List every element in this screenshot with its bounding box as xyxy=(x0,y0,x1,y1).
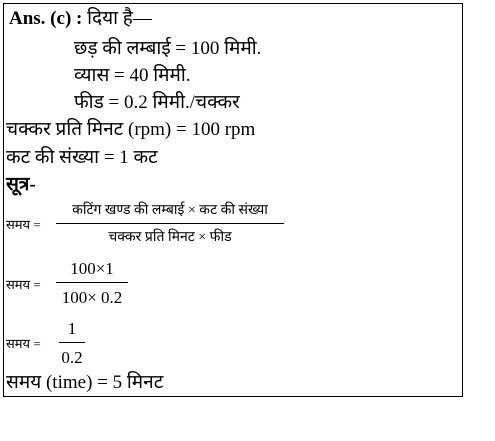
step2-fraction xyxy=(59,319,85,368)
formula-denominator: चक्कर प्रति मिनट × फीड xyxy=(108,230,232,245)
answer-box xyxy=(3,3,463,397)
step1-numerator: 100×1 xyxy=(70,259,114,278)
answer-header xyxy=(9,8,152,30)
formula-numerator: कटिंग खण्ड की लम्बाई × कट की संख्या xyxy=(72,203,268,218)
fraction-bar xyxy=(59,342,85,343)
answer-prefix: Ans. (c) : xyxy=(9,8,83,29)
step2-denominator: 0.2 xyxy=(61,348,83,367)
fraction-bar xyxy=(56,223,284,224)
step1-denominator: 100× 0.2 xyxy=(61,288,123,307)
rpm-line: चक्कर प्रति मिनट (rpm) = 100 rpm xyxy=(6,119,256,140)
formula-fraction xyxy=(56,203,284,246)
step2-numerator: 1 xyxy=(67,319,77,338)
given-rod-length: छड़ की लम्बाई = 100 मिमी. xyxy=(74,38,262,59)
given-label: दिया है— xyxy=(87,8,152,29)
step1-fraction xyxy=(56,259,128,308)
step2-lhs: समय = xyxy=(6,336,41,351)
given-diameter: व्यास = 40 मिमी. xyxy=(74,65,191,86)
formula-heading: सूत्र- xyxy=(6,174,36,195)
cuts-line: कट की संख्या = 1 कट xyxy=(6,147,158,168)
fraction-bar xyxy=(56,282,128,283)
formula-lhs: समय = xyxy=(6,217,41,232)
step1-lhs: समय = xyxy=(6,277,41,292)
given-feed: फीड = 0.2 मिमी./चक्कर xyxy=(74,92,240,113)
result-line: समय (time) = 5 मिनट xyxy=(6,372,164,393)
